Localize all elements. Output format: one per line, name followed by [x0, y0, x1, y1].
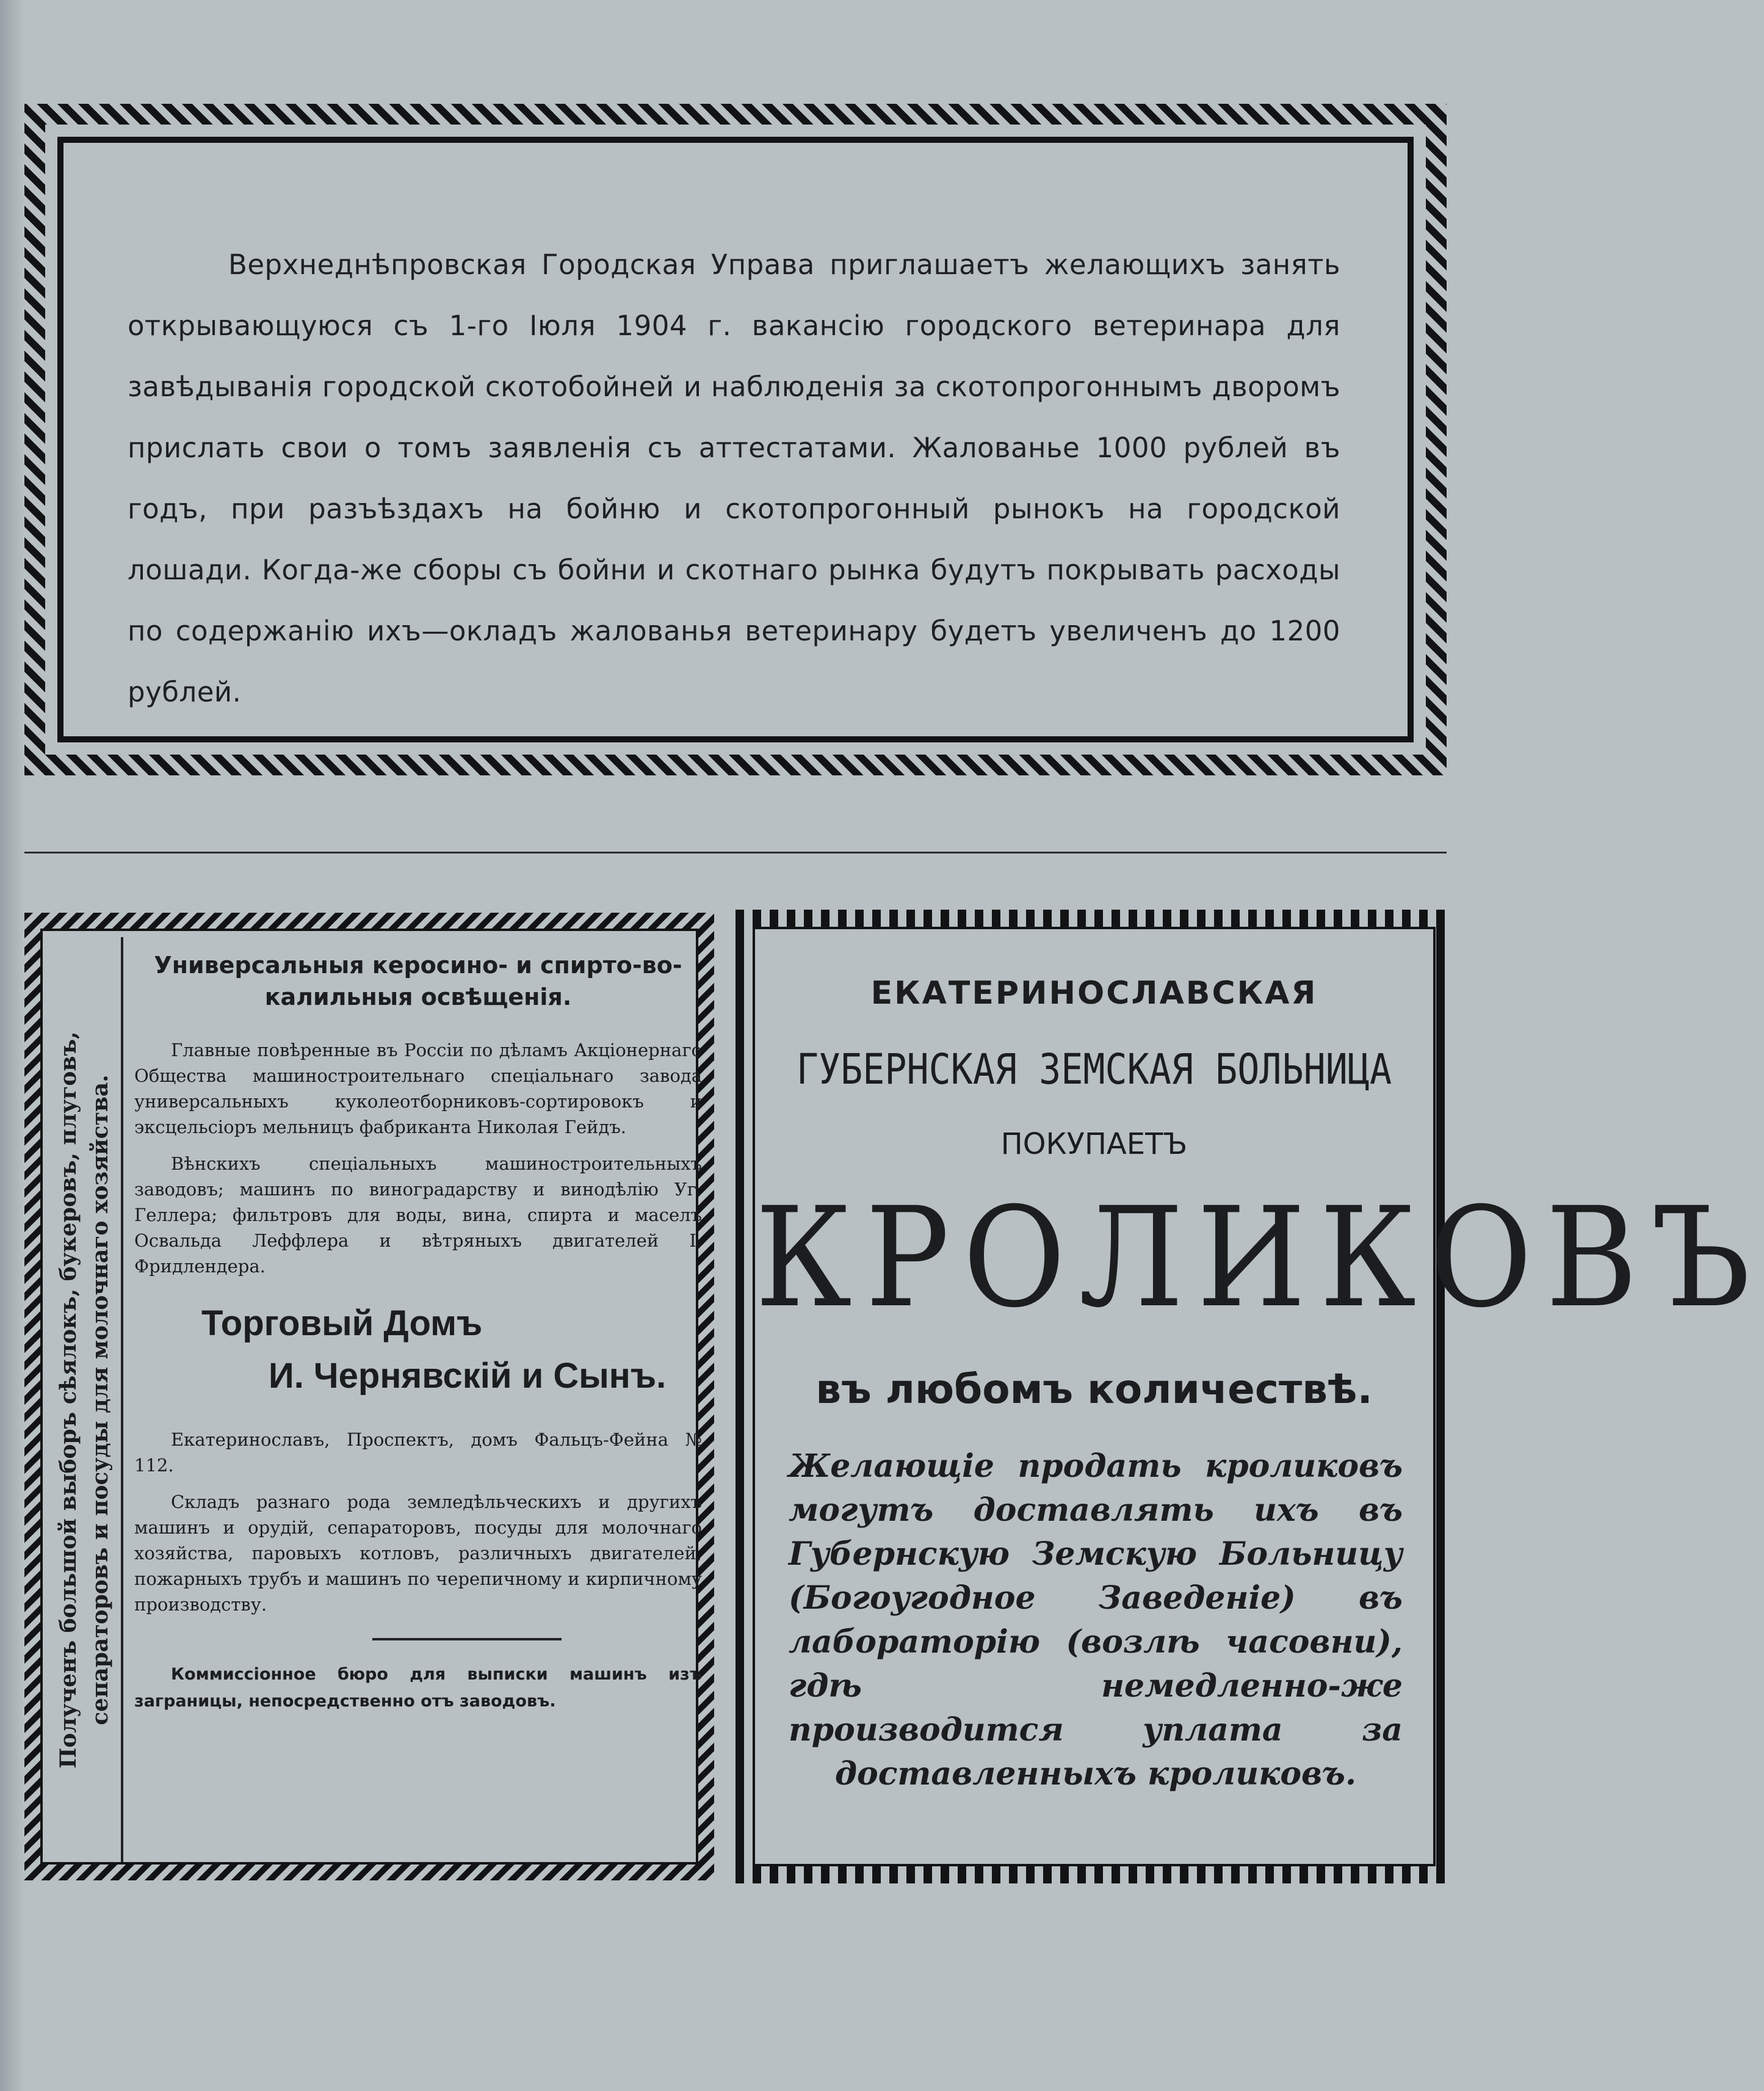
trading-house-title [134, 1297, 702, 1402]
lighting-heading: Универсальныя керосино- и спирто-во-калильныя освѣщенія. [154, 952, 682, 1010]
rabbits-ad-hospital: ГУБЕРНСКАЯ ЗЕМСКАЯ БОЛЬНИЦА [796, 1045, 1392, 1095]
trading-house-line2: И. Чернявскій и Сынъ. [269, 1356, 667, 1396]
vertical-notice: Полученъ большой выборъ сѣялокъ, букеровъ, плуговъ, сепараторовъ и посуды для молочнаго хозяйства. [56, 1031, 113, 1769]
address-paragraph: Екатеринославъ, Проспектъ, домъ Фальцъ-Фейна № 112. [134, 1429, 702, 1476]
trading-house-content [134, 949, 702, 1715]
rabbits-ad-frame [753, 927, 1764, 1866]
rabbits-ad-city: ЕКАТЕРИНОСЛАВСКАЯ [870, 975, 1318, 1012]
warehouse-paragraph: Складъ разнаго рода земледѣльческихъ и другихъ машинъ и орудій, сепараторовъ, посуды для молочнаго хозяйства, паровыхъ котловъ, различныхъ двигателей, пожарныхъ трубъ и машинъ по черепичному и кирпичному производству. [134, 1491, 702, 1615]
rabbits-ad [736, 910, 1764, 1883]
section-divider [24, 852, 1447, 853]
representatives-paragraph: Главные повѣренные въ Россіи по дѣламъ Акціонернаго Общества машиностроительнаго спеціальнаго завода универсальныхъ куколеотборниковъ-сортировокъ и эксцельсіоръ мельницъ фабриканта Николая Гейдъ. [134, 1040, 702, 1137]
page-edge [0, 0, 24, 2091]
veterinarian-ad-frame [57, 137, 1414, 742]
rabbits-ad-body: Желающіе продать кроликовъ могутъ доставлять ихъ въ Губернскую Земскую Больницу (Богоугодное Заведеніе) въ лабораторію (возлѣ часовни), гдѣ немедленно-же производится уплата за доставленныхъ кроликовъ. [789, 1448, 1403, 1792]
factories-paragraph: Вѣнскихъ спеціальныхъ машиностроительныхъ заводовъ; машинъ по виноградарству и винодѣлію Уг. Геллера; фильтровъ для воды, вина, спирта и маселъ Освальда Леффлера и вѣтряныхъ двигателей І. Фридлендера. [134, 1153, 702, 1277]
short-rule [372, 1638, 562, 1640]
trading-house-ad [24, 913, 714, 1880]
commission-paragraph: Коммиссіонное бюро для выписки машинъ изъ заграницы, непосредственно отъ заводовъ. [134, 1665, 702, 1711]
trading-house-ad-frame [40, 929, 702, 1865]
rabbits-ad-quantity: въ любомъ количествѣ. [815, 1366, 1373, 1413]
rabbits-ad-buys: ПОКУПАЕТЪ [1000, 1127, 1188, 1161]
vertical-strip [48, 937, 123, 1862]
veterinarian-ad-text: Верхнеднѣпровская Городская Управа приглашаетъ желающихъ занять открывающуюся съ 1-го Іюля 1904 г. вакансію городского ветеринара для завѣдыванія городской скотобойней и наблюденія за скотопрогоннымъ дворомъ прислать свои о томъ заявленія съ аттестатами. Жалованье 1000 рублей въ годъ, при разъѣздахъ на бойню и скотопрогонный рынокъ на городской лошади. Когда-же сборы съ бойни и скотнаго рынка будутъ покрывать расходы по содержанію ихъ—окладъ жалованья ветеринару будетъ увеличенъ до 1200 рублей. [128, 248, 1340, 708]
rabbits-ad-headline: КРОЛИКОВЪ [755, 1178, 1764, 1338]
veterinarian-vacancy-ad [24, 104, 1447, 775]
trading-house-line1: Торговый Домъ [201, 1303, 483, 1343]
